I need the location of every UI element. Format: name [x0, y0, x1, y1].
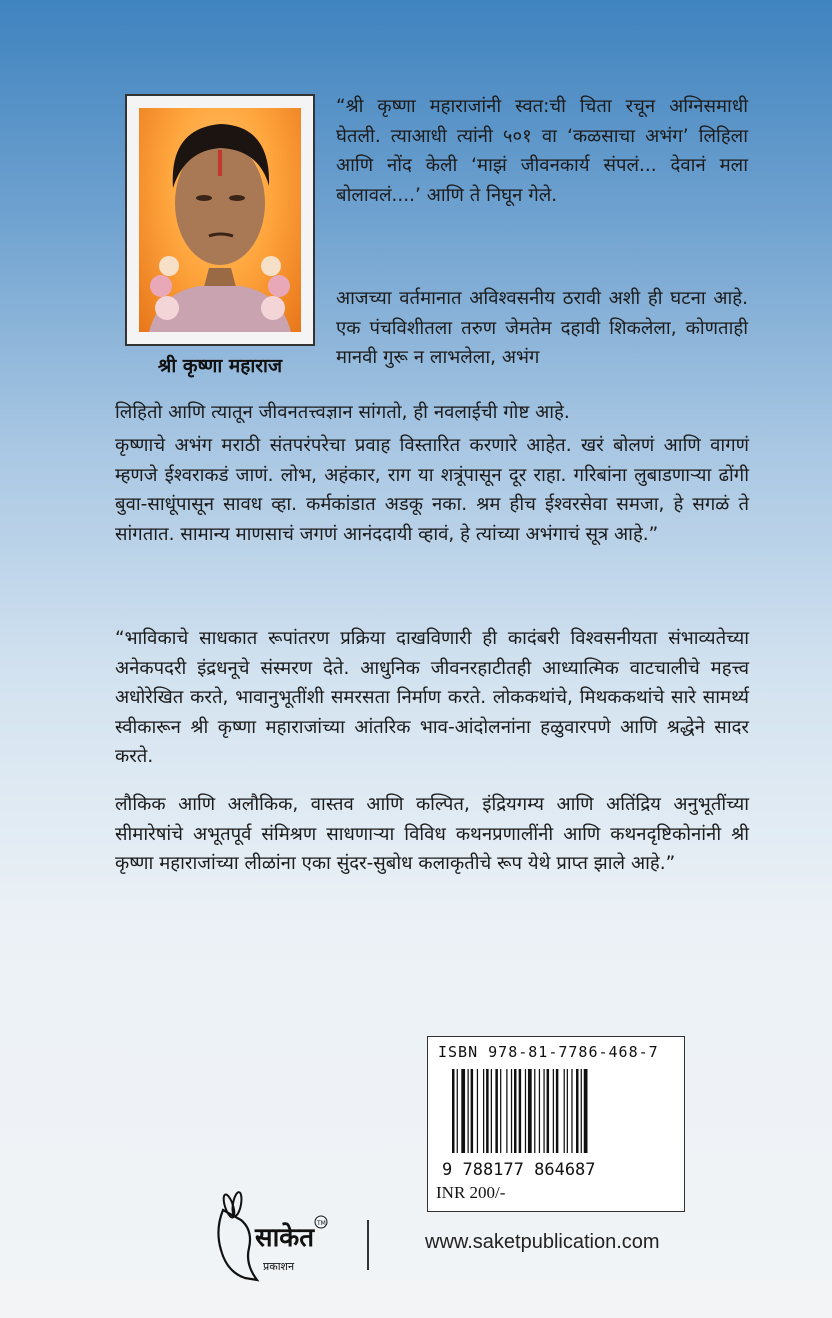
paragraph-5: “भाविकाचे साधकात रूपांतरण प्रक्रिया दाखविणारी ही कादंबरी विश्वसनीयता संभाव्यतेच्या अनेकपदरी इंद्रधनूचे संस्मरण देते. आधुनिक जीवनरहाटीतही आध्यात्मिक वाटचालीचे महत्त्व अधोरेखित करते, भावानुभूतींशी समरसता निर्माण करते. लोककथांचे, मिथककथांचे सारे सामर्थ्य स्वीकारून श्री कृष्णा महाराजांच्या आंतरिक भाव-आंदोलनांना हळुवारपणे आणि श्रद्धेने सादर करते.	[115, 628, 749, 767]
isbn-box	[427, 1036, 685, 1212]
logo-subtext: प्रकाशन	[263, 1260, 295, 1273]
barcode-bar	[556, 1069, 559, 1153]
barcode-bar	[471, 1069, 474, 1153]
author-photo	[139, 108, 301, 332]
website-link[interactable]: www.saketpublication.com	[425, 1231, 660, 1253]
barcode-bar	[511, 1069, 512, 1153]
barcode-bar	[553, 1069, 554, 1153]
barcode-bar	[506, 1069, 507, 1153]
author-photo-frame	[125, 94, 315, 346]
paragraph-3: लिहितो आणि त्यातून जीवनतत्त्वज्ञान सांगतो, ही नवलाईची गोष्ट आहे.	[115, 402, 570, 423]
barcode-bar	[576, 1069, 579, 1153]
barcode-bar	[581, 1069, 582, 1153]
barcode-bar	[495, 1069, 498, 1153]
barcode-bar	[528, 1069, 532, 1153]
author-photo-caption: श्री कृष्णा महाराज	[157, 355, 283, 377]
barcode-bar	[519, 1069, 522, 1153]
barcode-bar	[564, 1069, 565, 1153]
barcode-digits: 9 788177 864687	[442, 1160, 596, 1179]
paragraph-4: कृष्णाचे अभंग मराठी संतपरंपरेचा प्रवाह विस्तारित करणारे आहेत. खरं बोलणं आणि वागणं म्हणजे ईश्वराकडं जाणं. लोभ, अहंकार, राग या शत्रूंपासून दूर राहा. गरिबांना लुबाडणाऱ्या ढोंगी बुवा-साधूंपासून सावध व्हा. कर्मकांडात अडकू नका. श्रम हीच ईश्वरसेवा समजा, हे सगळं ते सांगतात. सामान्य माणसाचं जगणं आनंददायी व्हावं, हे त्यांच्या अभंगाचं सूत्र आहे.”	[115, 435, 749, 545]
barcode-bar	[534, 1069, 535, 1153]
barcode-bar	[477, 1069, 478, 1153]
barcode-bar	[547, 1069, 550, 1153]
price-label: INR 200/-	[436, 1183, 506, 1202]
barcode-bar	[543, 1069, 544, 1153]
barcode-bar	[468, 1069, 469, 1153]
paragraph-6: लौकिक आणि अलौकिक, वास्तव आणि कल्पित, इंद्रियगम्य आणि अतिंद्रिय अनुभूतींच्या सीमारेषांचे अभूतपूर्व संमिश्रण साधणाऱ्या विविध कथनप्रणालींनी आणि कथनदृष्टिकोनांनी श्री कृष्णा महाराजांच्या लीळांना एका सुंदर-सुबोध कलाकृतीचे रूप येथे प्राप्त झाले आहे.”	[115, 794, 749, 874]
barcode-bar	[514, 1069, 517, 1153]
barcode-bar	[571, 1069, 572, 1153]
divider	[367, 1220, 369, 1270]
barcode-bar	[452, 1069, 455, 1153]
barcode-bar	[539, 1069, 540, 1153]
isbn-label: ISBN 978-81-7786-468-7	[438, 1043, 659, 1061]
paragraph-1: “श्री कृष्णा महाराजांनी स्वत:ची चिता रचून अग्निसमाधी घेतली. त्याआधी त्यांनी ५०१ वा ‘कळसाचा अभंग’ लिहिला आणि नोंद केली ‘माझं जीवनकार्य संपलं... देवानं मला बोलावलं....’ आणि ते निघून गेले.	[336, 96, 748, 206]
svg-text:TM: TM	[317, 1220, 326, 1227]
barcode-bar	[525, 1069, 526, 1153]
barcode-bar	[500, 1069, 501, 1153]
publisher-logo	[205, 1190, 335, 1285]
barcode	[436, 1069, 676, 1179]
barcode-bar	[491, 1069, 492, 1153]
barcode-bar	[486, 1069, 489, 1153]
barcode-bar	[567, 1069, 568, 1153]
logo-text: साकेत	[255, 1223, 315, 1253]
paragraph-2: आजच्या वर्तमानात अविश्वसनीय ठरावी अशी ही घटना आहे. एक पंचविशीतला तरुण जेमतेम दहावी शिकलेला, कोणताही मानवी गुरू न लाभलेला, अभंग	[336, 288, 748, 368]
barcode-bar	[483, 1069, 484, 1153]
barcode-bar	[457, 1069, 458, 1153]
barcode-bar	[584, 1069, 588, 1153]
barcode-bar	[461, 1069, 465, 1153]
